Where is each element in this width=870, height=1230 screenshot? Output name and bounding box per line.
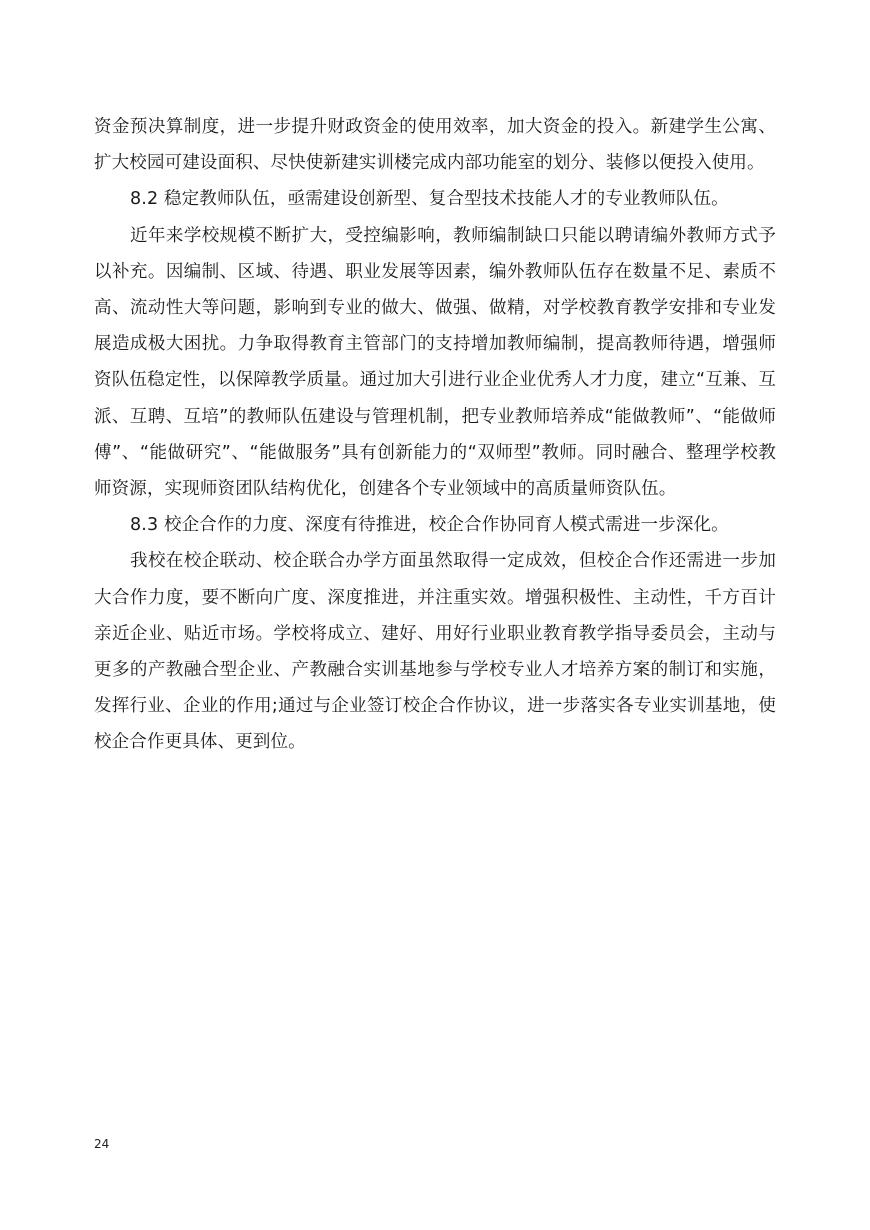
paragraph-budget-system: 资金预决算制度，进一步提升财政资金的使用效率，加大资金的投入。新建学生公寓、扩大校园可建设面积、尽快使新建实训楼完成内部功能室的划分、装修以便投入使用。 bbox=[94, 117, 776, 174]
heading-8-2-teacher-team: 8.2 稳定教师队伍，亟需建设创新型、复合型技术技能人才的专业教师队伍。 bbox=[130, 189, 729, 210]
paragraph-teacher-team: 近年来学校规模不断扩大，受控编影响，教师编制缺口只能以聘请编外教师方式予以补充。因编制、区域、待遇、职业发展等因素，编外教师队伍存在数量不足、素质不高、流动性大等问题，影响到专业的做大、做强、做精，对学校教育教学安排和专业发展造成极大困扰。力争取得教育主管部门的支持增加教师编制，提高教师待遇，增强师资队伍稳定性，以保障教学质量。通过加大引进行业企业优秀人才力度，建立“互兼、互派、互聘、互培”的教师队伍建设与管理机制，把专业教师培养成“能做教师”、“能做师傅”、“能做研究”、“能做服务”具有创新能力的“双师型”教师。同时融合、整理学校教师资源，实现师资团队结构优化，创建各个专业领域中的高质量师资队伍。 bbox=[94, 225, 776, 500]
body-text bbox=[94, 109, 776, 761]
paragraph-school-enterprise: 我校在校企联动、校企联合办学方面虽然取得一定成效，但校企合作还需进一步加大合作力度，要不断向广度、深度推进，并注重实效。增强积极性、主动性，千方百计亲近企业、贴近市场。学校将成立、建好、用好行业职业教育教学指导委员会，主动与更多的产教融合型企业、产教融合实训基地参与学校专业人才培养方案的制订和实施，发挥行业、企业的作用;通过与企业签订校企合作协议，进一步落实各专业实训基地，使校企合作更具体、更到位。 bbox=[94, 551, 776, 753]
page-number: 24 bbox=[94, 1137, 110, 1151]
heading-8-3-school-enterprise: 8.3 校企合作的力度、深度有待推进，校企合作协同育人模式需进一步深化。 bbox=[130, 515, 729, 536]
